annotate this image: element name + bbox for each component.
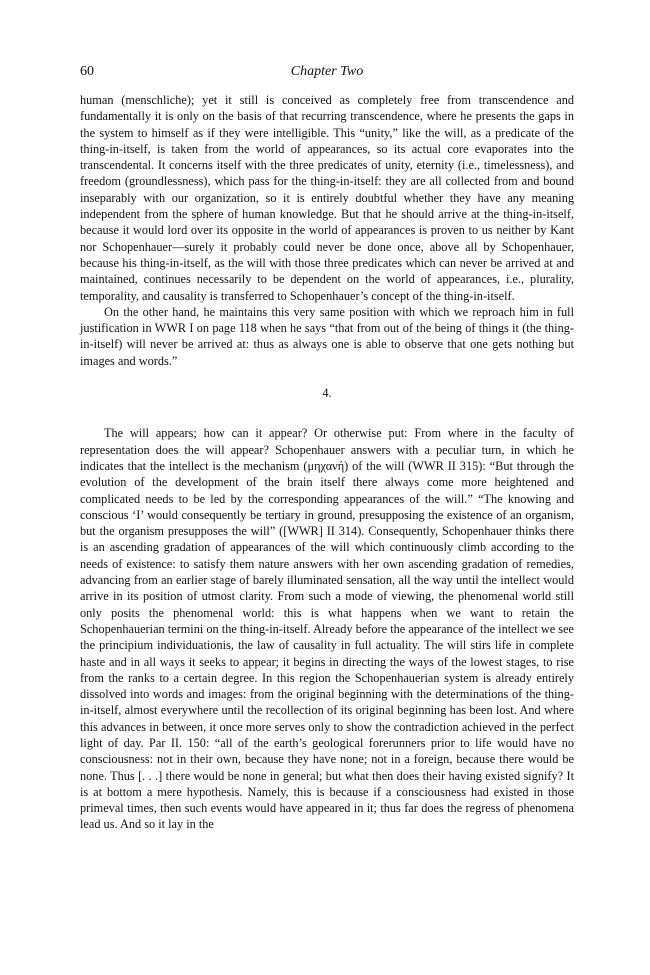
section-number: 4. (322, 386, 332, 401)
page-number: 60 (80, 64, 94, 79)
running-header (80, 64, 574, 84)
body-text (80, 92, 574, 833)
chapter-title: Chapter Two (290, 64, 364, 79)
paragraph-continued: human (menschliche); yet it still is conceived as completely free from transcendence and fundamentally it is only on the basis of that recurring transcendence, where he presents the gaps in the system to himself as if they were intelligible. This “unity,” like the will, as a predicate of the thing-in-itself, is taken from the world of appearances, so its actual core evaporates into the transcendental. It concerns itself with the three predicates of unity, eternity (i.e., timelessness), and freedom (groundlessness), which pass for the thing-in-itself: they are all collected from and bound inseparably with our organization, so it is entirely doubtful whether they have any meaning independent from the sphere of human knowledge. But that he should arrive at the thing-in-itself, because it would lord over its opposite in the world of appearances is proven to us neither by Kant nor Schopenhauer—surely it probably could never be done once, above all by Schopenhauer, because his thing-in-itself, as the will with those three predicates which can never be arrived at and maintained, continues necessarily to be dependent on the world of appearances, i.e., plurality, temporality, and causality is transferred to Schopenhauer’s concept of the thing-in-itself. (80, 93, 574, 303)
paragraph: On the other hand, he maintains this very same position with which we reproach him in full justification in WWR I on page 118 when he says “that from out of the being of things it (the thing-in-itself) will never be arrived at: thus as always one is able to observe that one gets nothing but images and words.” (80, 304, 574, 368)
section-paragraph: The will appears; how can it appear? Or otherwise put: From where in the faculty of representation does the will appear? Schopenhauer answers with a peculiar turn, in which he indicates that the intellect is the mechanism (μηχανή) of the will (WWR II 315): “But through the evolution of the development of the brain itself there always come more heightened and complicated needs to be led by the corresponding appearances of the will.” “The knowing and conscious ‘I’ would consequently be tertiary in ground, presupposing the existence of an organism, but the organism presupposes the will” ([WWR] II 314). Consequently, Schopenhauer thinks there is an ascending gradation of appearances of the will which continuously climb according to the needs of existence: to satisfy them nature answers with her own ascending gradation of remedies, advancing from an earlier stage of barely illuminated sensation, all the way until the intellect would arrive in its position of utmost clarity. From such a mode of viewing, the phenomenal world still only posits the phenomenal world: this is what happens when we want to retain the Schopenhauerian termini on the thing-in-itself. Already before the appearance of the intellect we see the principium individuationis, the law of causality in full actuality. The will stirs life in complete haste and in all ways it seeks to appear; it begins in directing the ways of the lowest stages, to rise from the ranks to a certain degree. In this region the Schopenhauerian system is already entirely dissolved into words and images: from the original beginning with the determinations of the thing-in-itself, almost everywhere until the recollection of its original beginning has been lost. And where this advances in between, it once more serves only to show the contradiction achieved in the perfect light of day. Par II. 150: “all of the earth’s geological forerunners prior to life would have no consciousness: not in their own, because they have none; not in a foreign, because there would be none. Thus [. . .] there would be none in general; but what then does their having existed signify? It is at bottom a mere hypothesis. Namely, this is because if a consciousness had existed in those primeval times, then such events would have appeared in it; thus far does the regress of phenomena lead us. And so it lay in the (80, 426, 574, 832)
